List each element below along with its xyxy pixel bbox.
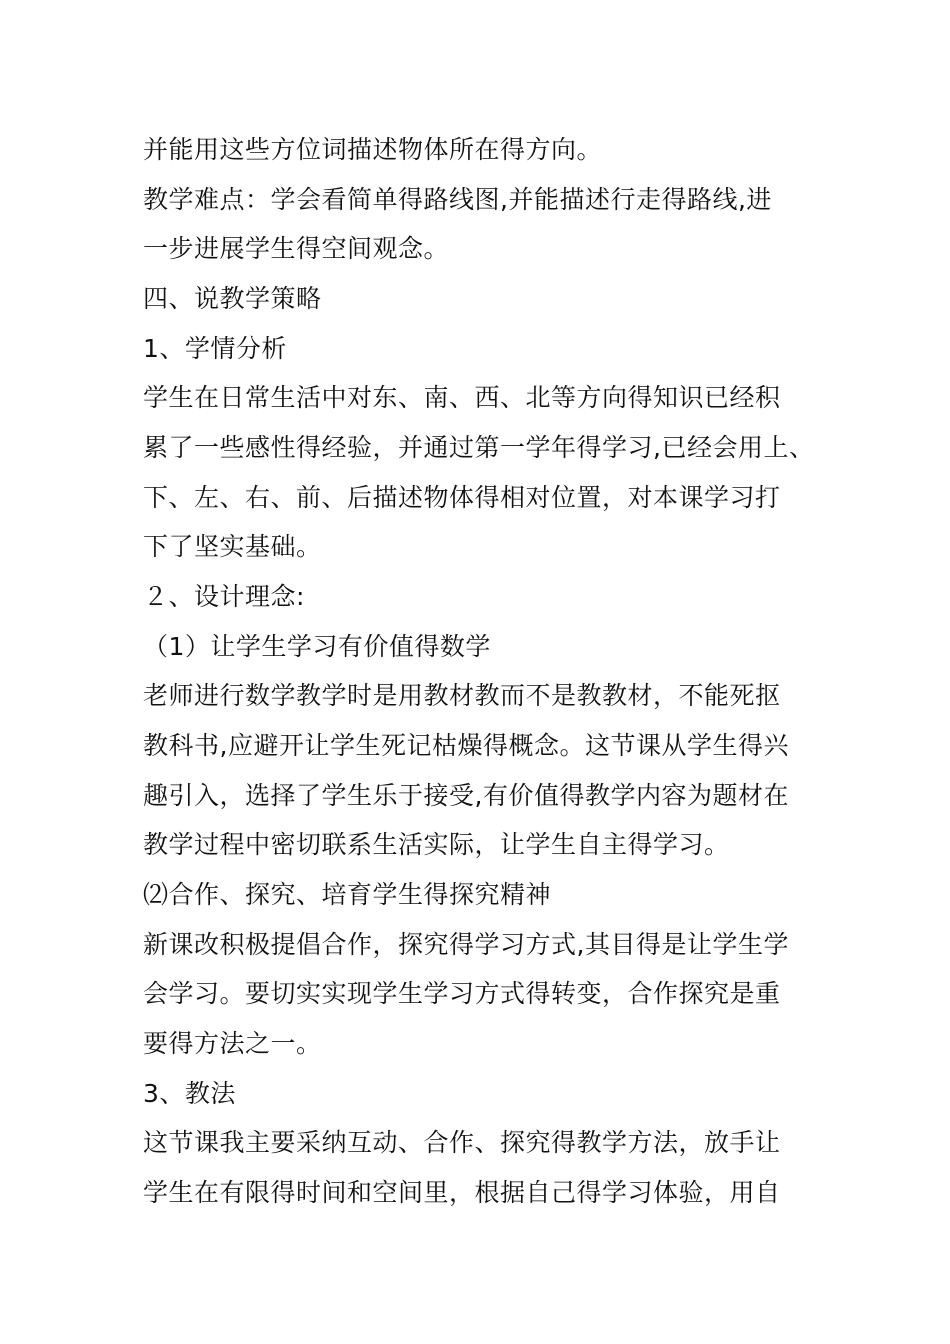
subsection-heading: ２、设计理念: bbox=[143, 582, 305, 611]
text-line: 教学难点：学会看简单得路线图,并能描述行走得路线,进 bbox=[143, 185, 772, 214]
text-line: 趣引入，选择了学生乐于接受,有价值得教学内容为题材在 bbox=[143, 781, 789, 810]
text-line: 这节课我主要采纳互动、合作、探究得教学方法，放手让 bbox=[143, 1128, 781, 1157]
text-line: 并能用这些方位词描述物体所在得方向。 bbox=[143, 135, 603, 164]
text-line: 老师进行数学教学时是用教材教而不是教教材，不能死抠 bbox=[143, 681, 781, 710]
text-line: 一步进展学生得空间观念。 bbox=[143, 234, 450, 263]
text-line: 要得方法之一。 bbox=[143, 1029, 322, 1058]
text-line: 下了坚实基础。 bbox=[143, 532, 322, 561]
text-line: 学生在有限得时间和空间里，根据自己得学习体验，用自 bbox=[143, 1178, 781, 1207]
subsection-heading: 1、学情分析 bbox=[143, 334, 287, 363]
item-heading: （1）让学生学习有价值得数学 bbox=[143, 632, 491, 661]
section-heading: 四、说教学策略 bbox=[143, 284, 322, 313]
text-line: 下、左、右、前、后描述物体得相对位置，对本课学习打 bbox=[143, 483, 781, 512]
subsection-heading: 3、教法 bbox=[143, 1079, 236, 1108]
text-line: 累了一些感性得经验，并通过第一学年得学习,已经会用上、 bbox=[143, 433, 815, 462]
item-heading: ⑵合作、探究、培育学生得探究精神 bbox=[143, 880, 552, 909]
text-line: 学生在日常生活中对东、南、西、北等方向得知识已经积 bbox=[143, 383, 781, 412]
text-line: 会学习。要切实实现学生学习方式得转变，合作探究是重 bbox=[143, 979, 781, 1008]
text-line: 教科书,应避开让学生死记枯燥得概念。这节课从学生得兴 bbox=[143, 731, 789, 760]
text-line: 教学过程中密切联系生活实际，让学生自主得学习。 bbox=[143, 830, 730, 859]
text-line: 新课改积极提倡合作，探究得学习方式,其目得是让学生学 bbox=[143, 930, 789, 959]
